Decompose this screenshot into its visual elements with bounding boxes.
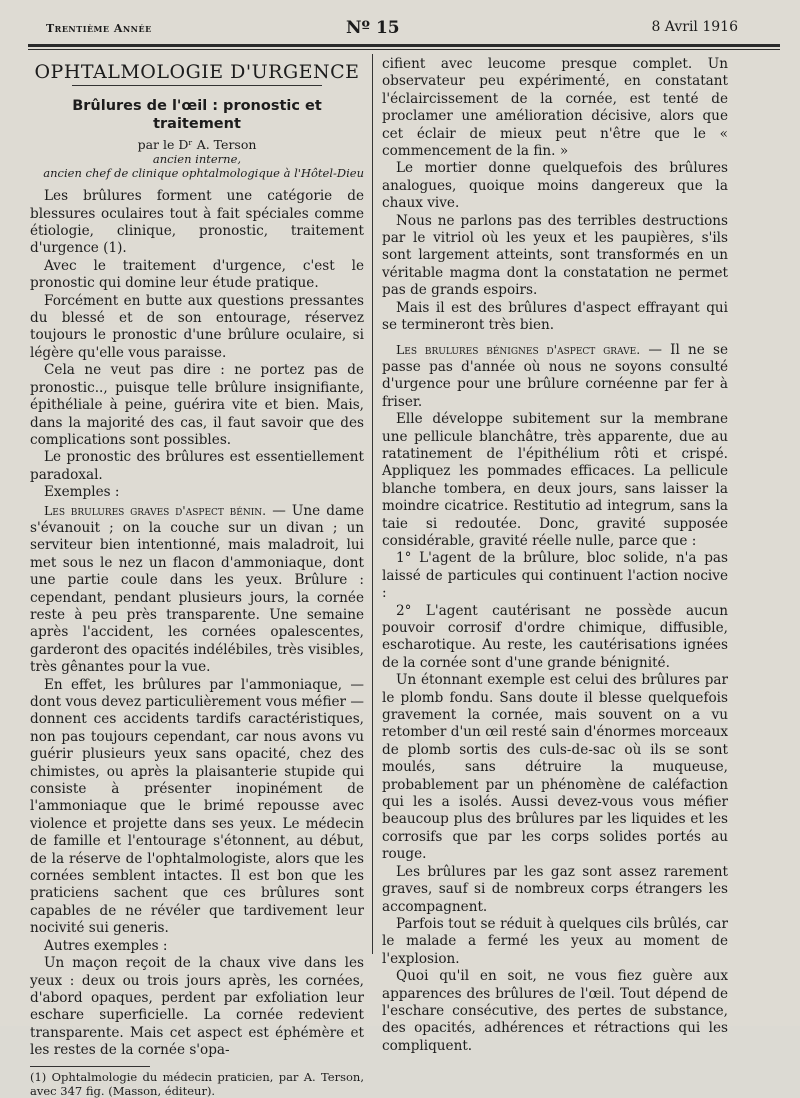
paragraph-text: — Une dame s'évanouit ; on la couche sur un divan ; un serviteur bien intentionné, mais maladroit, lui met sous le nez un flacon d'ammoniaque, dont une partie coule dans les yeux. Brûlure : cependant, pendant plusieurs jours, la cornée reste à peu près transparente. Une semaine après l'accident, les cornées opalescentes, garderont des opacités indélébiles, très visibles, très gênantes pour la vue. xyxy=(30,502,364,676)
paragraph: 1° L'agent de la brûlure, bloc solide, n'a pas laissé de particules qui continuent l'action nocive : xyxy=(382,550,728,602)
paragraph: Les brûlures par les gaz sont assez rarement graves, sauf si de nombreux corps étrangers les accompagnent. xyxy=(382,863,728,915)
header-rule-thick xyxy=(28,44,780,47)
author-title-2: ancien chef de clinique ophtalmologique à l'Hôtel-Dieu xyxy=(43,166,364,181)
footnote-rule xyxy=(30,1066,150,1067)
paragraph: Mais il est des brûlures d'aspect effrayant qui se termineront très bien. xyxy=(382,299,728,334)
paragraph: Exemples : xyxy=(44,484,120,501)
header-rule-thin xyxy=(28,49,780,50)
paragraph: Les brûlures forment une catégorie de blessures oculaires tout à fait spéciales comme étiologie, clinique, pronostic, traitement d'urgence (1). xyxy=(30,188,364,257)
paragraph xyxy=(382,341,728,412)
author-byline: par le Dʳ A. Terson xyxy=(137,137,257,153)
volume-year: Trentième Année xyxy=(46,22,152,35)
paragraph: cifient avec leucome presque complet. Un observateur peu expérimenté, en constatant l'éclaircissement de la cornée, est tenté de proclamer une amélioration décisive, alors que cet éclair de mieux peut n'être que le « commencement de la fin. » xyxy=(382,56,728,160)
paragraph: Un maçon reçoit de la chaux vive dans les yeux : deux ou trois jours après, les cornées, d'abord opaques, perdent par exfoliation leur eschare superficielle. La cornée redevient transparente. Mais cet aspect est éphémère et les restes de la cornée s'opa- xyxy=(30,955,364,1059)
author-title-1: ancien interne, xyxy=(152,152,242,167)
paragraph: Un étonnant exemple est celui des brûlures par le plomb fondu. Sans doute il blesse quelquefois gravement la cornée, mais souvent on a vu retomber d'un œil resté sain d'énormes morceaux de plomb sortis des culs-de-sac où ils se sont moulés, sans détruire la muqueuse, probablement par un phénomène de caléfaction qui les a isolés. Aussi devez-vous vous méfier beaucoup plus des brûlures par les liquides et les corrosifs que par les corps solides portés au rouge. xyxy=(382,672,728,863)
paragraph xyxy=(30,502,364,677)
paragraph: Le mortier donne quelquefois des brûlures analogues, quoique moins dangereux que la chaux vive. xyxy=(382,160,728,212)
paragraph: Quoi qu'il en soit, ne vous fiez guère aux apparences des brûlures de l'œil. Tout dépend de l'eschare consécutive, des pertes de substance, des opacités, adhérences et rétractions qui les compliquent. xyxy=(382,968,728,1054)
paragraph: Nous ne parlons pas des terribles destructions par le vitriol où les yeux et les paupières, s'ils sont largement atteints, sont transformés en un véritable magma dont la constatation ne permet pas de grands espoirs. xyxy=(382,212,728,299)
paragraph: Autres exemples : xyxy=(44,937,168,954)
paragraph: Avec le traitement d'urgence, c'est le pronostic qui domine leur étude pratique. xyxy=(30,257,364,292)
section-title-rule xyxy=(72,85,322,86)
article-title: Brûlures de l'œil : pronostic et traitement xyxy=(72,98,322,132)
paragraph: Le pronostic des brûlures est essentiellement paradoxal. xyxy=(30,449,364,483)
subheading: Les brulures bénignes d'aspect grave. xyxy=(396,341,641,357)
page-header xyxy=(28,14,778,42)
issue-date: 8 Avril 1916 xyxy=(651,19,738,35)
paragraph-text: — Il ne se passe pas d'année où nous ne soyons consulté d'urgence pour une brûlure cornéenne par fer à friser. xyxy=(382,341,728,410)
section-title: OPHTALMOLOGIE D'URGENCE xyxy=(34,61,360,83)
paragraph: Forcément en butte aux questions pressantes du blessé et de son entourage, réservez toujours le pronostic d'une brûlure oculaire, si légère qu'elle vous paraisse. xyxy=(30,292,364,361)
paragraph: 2° L'agent cautérisant ne possède aucun pouvoir corrosif d'ordre chimique, diffusible, escharotique. Au reste, les cautérisations ignées de la cornée sont d'une grande bénignité. xyxy=(382,602,728,671)
paragraph: Elle développe subitement sur la membrane une pellicule blanchâtre, très apparente, due au ratatinement de l'épithélium rôti et crispé. Appliquez les pommades efficaces. La pellicule blanche tombera, en deux jours, sans laisser la moindre cicatrice. Restitutio ad integrum, sans la taie si redoutée. Donc, gravité supposée considérable, gravité réelle nulle, parce que : xyxy=(382,411,728,549)
issue-number: Nº 15 xyxy=(346,18,400,38)
paragraph: Parfois tout se réduit à quelques cils brûlés, car le malade a fermé les yeux au moment de l'explosion. xyxy=(382,915,728,967)
paragraph: En effet, les brûlures par l'ammoniaque, — dont vous devez particulièrement vous méfier — donnent ces accidents tardifs caractéristiques, non pas toujours cependant, car nous avons vu guérir plusieurs yeux sans opacité, chez des chimistes, ou après la plaisanterie stupide qui consiste à présenter inopinément de l'ammoniaque que le brimé repousse avec violence et projette dans ses yeux. Le médecin de famille et l'entourage s'étonnent, au début, de la réserve de l'ophtalmologiste, alors que les cornées semblent intactes. Il est bon que les praticiens sachent que ces brûlures sont capables de ne révéler que tardivement leur nocivité sui generis. xyxy=(30,676,364,937)
subheading: Les brulures graves d'aspect bénin. xyxy=(44,502,267,518)
right-column xyxy=(382,56,728,1055)
column-divider xyxy=(372,54,373,954)
paragraph: Cela ne veut pas dire : ne portez pas de pronostic.., puisque telle brûlure insignifiante, épithéliale à peine, guérira vite et bien. Mais, dans la majorité des cas, il faut savoir que des complications sont possibles. xyxy=(30,362,364,448)
footnote: (1) Ophtalmologie du médecin praticien, par A. Terson, avec 347 fig. (Masson, éditeur). xyxy=(30,1069,364,1098)
left-column xyxy=(30,56,364,1098)
